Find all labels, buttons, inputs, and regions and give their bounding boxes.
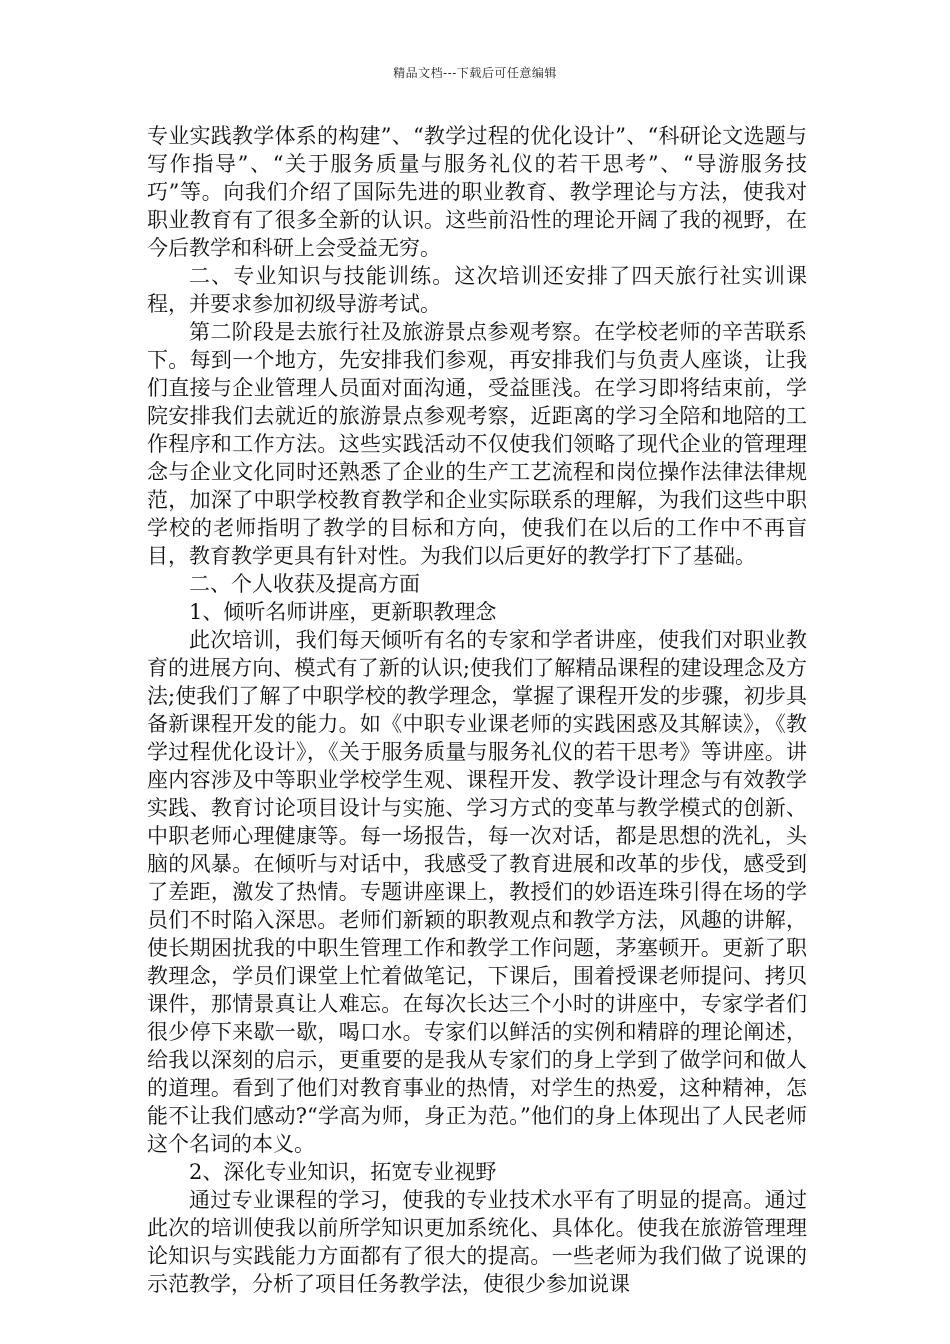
- subsection-heading: 2、深化专业知识，拓宽专业视野: [189, 1160, 497, 1184]
- paragraph: 二、专业知识与技能训练。这次培训还安排了四天旅行社实训课程，并要求参加初级导游考试。: [147, 264, 807, 316]
- paragraph: 此次培训，我们每天倾听有名的专家和学者讲座，使我们对职业教育的进展方向、模式有了新的认识;使我们了解精品课程的建设理念及方法;使我们了解了中职学校的教学理念，掌握了课程开发的步骤，初步具备新课程开发的能力。如《中职专业课老师的实践困惑及其解读》，《教学过程优化设计》，《关于服务质量与服务礼仪的若干思考》等讲座。讲座内容涉及中等职业学校学生观、课程开发、教学设计理念与有效教学实践、教育讨论项目设计与实施、学习方式的变革与教学模式的创新、中职老师心理健康等。每一场报告，每一次对话，都是思想的洗礼，头脑的风暴。在倾听与对话中，我感受了教育进展和改革的步伐，感受到了差距，激发了热情。专题讲座课上，教授们的妙语连珠引得在场的学员们不时陷入深思。老师们新颖的职教观点和教学方法，风趣的讲解，使长期困扰我的中职生管理工作和教学工作问题，茅塞顿开。更新了职教理念，学员们课堂上忙着做笔记，下课后，围着授课老师提问、拷贝课件，那情景真让人难忘。在每次长达三个小时的讲座中，专家学者们很少停下来歇一歇，喝口水。专家们以鲜活的实例和精辟的理论阐述，给我以深刻的启示，更重要的是我从专家们的身上学到了做学问和做人的道理。看到了他们对教育事业的热情，对学生的热爱，这种精神，怎能不让我们感动?“学高为师，身正为范。”他们的身上体现出了人民老师这个名词的本义。: [147, 628, 807, 1156]
- paragraph: 第二阶段是去旅行社及旅游景点参观考察。在学校老师的辛苦联系下。每到一个地方，先安排我们参观，再安排我们与负责人座谈，让我们直接与企业管理人员面对面沟通，受益匪浅。在学习即将结束前，学院安排我们去就近的旅游景点参观考察，近距离的学习全陪和地陪的工作程序和工作方法。这些实践活动不仅使我们领略了现代企业的管理理念与企业文化同时还熟悉了企业的生产工艺流程和岗位操作法律法律规范，加深了中职学校教育教学和企业实际联系的理解，为我们这些中职学校的老师指明了教学的目标和方向，使我们在以后的工作中不再盲目，教育教学更具有针对性。为我们以后更好的教学打下了基础。: [147, 320, 807, 568]
- paragraph: 专业实践教学体系的构建”、“教学过程的优化设计”、“科研论文选题与写作指导”、“关于服务质量与服务礼仪的若干思考”、“导游服务技巧”等。向我们介绍了国际先进的职业教育、教学理论与方法，使我对职业教育有了很多全新的认识。这些前沿性的理论开阔了我的视野，在今后教学和科研上会受益无穷。: [147, 124, 807, 260]
- paragraph: 通过专业课程的学习，使我的专业技术水平有了明显的提高。通过此次的培训使我以前所学知识更加系统化、具体化。使我在旅游管理理论知识与实践能力方面都有了很大的提高。一些老师为我们做了说课的示范教学，分析了项目任务教学法，使很少参加说课: [147, 1188, 807, 1296]
- section-heading: 二、个人收获及提高方面: [189, 572, 420, 596]
- document-body: [147, 122, 807, 1298]
- page-header: 精品文档---下载后可任意编辑: [393, 66, 557, 80]
- subsection-heading: 1、倾听名师讲座，更新职教理念: [189, 600, 497, 624]
